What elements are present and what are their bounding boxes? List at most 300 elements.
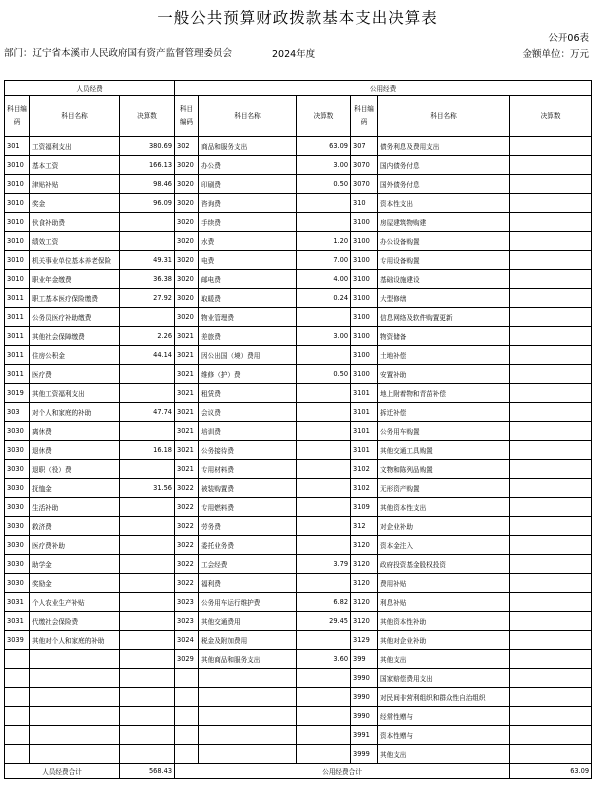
cell-amount <box>510 726 592 745</box>
table-row <box>5 707 592 726</box>
cell-name: 公务用车运行维护费 <box>199 593 297 612</box>
cell-name: 其他支出 <box>378 650 510 669</box>
table-row <box>5 536 592 555</box>
cell-name: 资本金注入 <box>378 536 510 555</box>
cell-name: 工资福利支出 <box>30 137 120 156</box>
cell-amount <box>510 213 592 232</box>
cell-name: 资本性赠与 <box>378 726 510 745</box>
cell-name: 国外债务付息 <box>378 175 510 194</box>
cell-code: 3070 <box>351 175 378 194</box>
cell-amount <box>120 232 175 251</box>
col-header-amount: 决算数 <box>510 96 592 137</box>
cell-name: 其他工资福利支出 <box>30 384 120 403</box>
cell-code <box>5 650 30 669</box>
cell-amount <box>120 460 175 479</box>
cell-code: 3031 <box>5 593 30 612</box>
cell-code: 3100 <box>351 213 378 232</box>
cell-code: 307 <box>351 137 378 156</box>
cell-amount <box>120 498 175 517</box>
cell-name: 国家赔偿费用支出 <box>378 669 510 688</box>
cell-code <box>5 745 30 764</box>
personnel-total-label: 人员经费合计 <box>5 764 120 779</box>
cell-name: 生活补助 <box>30 498 120 517</box>
cell-amount: 380.69 <box>120 137 175 156</box>
cell-name: 房屋建筑物购建 <box>378 213 510 232</box>
cell-code: 3011 <box>5 346 30 365</box>
cell-amount <box>510 308 592 327</box>
cell-name: 基础设施建设 <box>378 270 510 289</box>
cell-name: 助学金 <box>30 555 120 574</box>
cell-name: 抚恤金 <box>30 479 120 498</box>
cell-amount <box>510 536 592 555</box>
cell-name: 对民间非营利组织和群众性自治组织 <box>378 688 510 707</box>
cell-amount <box>510 365 592 384</box>
cell-code: 3021 <box>175 403 199 422</box>
cell-code: 3023 <box>175 612 199 631</box>
cell-name: 利息补贴 <box>378 593 510 612</box>
totals-row <box>5 764 592 779</box>
cell-name: 公务用车购置 <box>378 422 510 441</box>
cell-amount <box>510 232 592 251</box>
personnel-total-value: 568.43 <box>120 764 175 779</box>
table-row <box>5 688 592 707</box>
cell-code: 3109 <box>351 498 378 517</box>
cell-name: 安置补助 <box>378 365 510 384</box>
cell-amount: 16.18 <box>120 441 175 460</box>
fiscal-year: 2024年度 <box>272 49 316 60</box>
cell-amount <box>297 403 351 422</box>
cell-code: 3010 <box>5 156 30 175</box>
public-total-value: 63.09 <box>510 764 592 779</box>
cell-name: 水费 <box>199 232 297 251</box>
cell-name: 经常性赠与 <box>378 707 510 726</box>
cell-amount <box>510 650 592 669</box>
cell-code: 3101 <box>351 403 378 422</box>
table-row <box>5 441 592 460</box>
col-header-code: 科目编码 <box>5 96 30 137</box>
cell-amount <box>510 327 592 346</box>
cell-amount: 98.46 <box>120 175 175 194</box>
cell-amount <box>510 403 592 422</box>
report-title: 一般公共预算财政拨款基本支出决算表 <box>157 9 438 27</box>
cell-amount <box>297 726 351 745</box>
cell-amount: 3.79 <box>297 555 351 574</box>
table-row <box>5 460 592 479</box>
cell-amount <box>510 517 592 536</box>
cell-name <box>199 669 297 688</box>
cell-code: 3011 <box>5 289 30 308</box>
cell-amount <box>120 650 175 669</box>
cell-amount <box>297 346 351 365</box>
cell-name: 电费 <box>199 251 297 270</box>
cell-name <box>199 707 297 726</box>
col-header-amount: 决算数 <box>297 96 351 137</box>
cell-code: 3120 <box>351 536 378 555</box>
cell-amount <box>510 156 592 175</box>
cell-name: 委托业务费 <box>199 536 297 555</box>
cell-code: 3010 <box>5 175 30 194</box>
cell-code: 3991 <box>351 726 378 745</box>
cell-amount <box>297 479 351 498</box>
cell-amount <box>120 574 175 593</box>
cell-name: 基本工资 <box>30 156 120 175</box>
cell-code: 399 <box>351 650 378 669</box>
table-row <box>5 555 592 574</box>
cell-code: 3990 <box>351 707 378 726</box>
cell-name: 大型修缮 <box>378 289 510 308</box>
cell-amount: 2.26 <box>120 327 175 346</box>
table-row <box>5 631 592 650</box>
cell-name: 专用材料费 <box>199 460 297 479</box>
cell-name: 劳务费 <box>199 517 297 536</box>
cell-code: 3120 <box>351 574 378 593</box>
cell-code: 3020 <box>175 270 199 289</box>
cell-amount <box>510 270 592 289</box>
cell-amount <box>510 555 592 574</box>
cell-code: 3022 <box>175 536 199 555</box>
cell-code: 3021 <box>175 346 199 365</box>
cell-name: 其他资本性补助 <box>378 612 510 631</box>
cell-name <box>30 650 120 669</box>
cell-amount <box>297 308 351 327</box>
cell-code: 3100 <box>351 270 378 289</box>
cell-amount <box>510 194 592 213</box>
cell-amount <box>510 745 592 764</box>
cell-code: 3019 <box>5 384 30 403</box>
cell-name: 其他支出 <box>378 745 510 764</box>
cell-name: 租赁费 <box>199 384 297 403</box>
cell-name: 办公设备购置 <box>378 232 510 251</box>
cell-code: 3999 <box>351 745 378 764</box>
cell-amount: 96.09 <box>120 194 175 213</box>
group-header-personnel: 人员经费 <box>5 81 175 96</box>
cell-code: 3120 <box>351 555 378 574</box>
cell-code <box>175 707 199 726</box>
cell-amount: 0.24 <box>297 289 351 308</box>
cell-name: 绩效工资 <box>30 232 120 251</box>
cell-amount <box>120 422 175 441</box>
cell-code <box>175 745 199 764</box>
table-row <box>5 574 592 593</box>
cell-name: 无形资产购置 <box>378 479 510 498</box>
cell-code: 3030 <box>5 574 30 593</box>
cell-code: 3021 <box>175 441 199 460</box>
cell-name: 离休费 <box>30 422 120 441</box>
cell-code: 3120 <box>351 612 378 631</box>
cell-name: 退职（役）费 <box>30 460 120 479</box>
cell-code <box>175 669 199 688</box>
cell-name: 其他交通费用 <box>199 612 297 631</box>
table-row <box>5 270 592 289</box>
cell-code: 3990 <box>351 688 378 707</box>
table-row <box>5 593 592 612</box>
cell-name: 专用燃料费 <box>199 498 297 517</box>
table-row <box>5 175 592 194</box>
cell-amount <box>297 707 351 726</box>
cell-amount <box>510 289 592 308</box>
table-row <box>5 479 592 498</box>
cell-name: 退休费 <box>30 441 120 460</box>
cell-amount: 0.50 <box>297 175 351 194</box>
cell-code: 3020 <box>175 308 199 327</box>
cell-amount <box>120 213 175 232</box>
cell-name: 费用补贴 <box>378 574 510 593</box>
cell-code: 3129 <box>351 631 378 650</box>
cell-name: 其他对个人和家庭的补助 <box>30 631 120 650</box>
cell-amount <box>510 498 592 517</box>
cell-amount <box>297 574 351 593</box>
cell-code: 3011 <box>5 327 30 346</box>
cell-amount: 166.13 <box>120 156 175 175</box>
cell-name: 其他社会保障缴费 <box>30 327 120 346</box>
cell-amount: 1.20 <box>297 232 351 251</box>
cell-code: 3030 <box>5 555 30 574</box>
cell-name: 对个人和家庭的补助 <box>30 403 120 422</box>
table-row <box>5 745 592 764</box>
cell-name: 伙食补助费 <box>30 213 120 232</box>
cell-code: 3030 <box>5 460 30 479</box>
cell-code <box>5 726 30 745</box>
cell-amount <box>120 593 175 612</box>
cell-name: 对企业补助 <box>378 517 510 536</box>
cell-code <box>5 707 30 726</box>
cell-code: 3020 <box>175 289 199 308</box>
cell-name: 物业管理费 <box>199 308 297 327</box>
cell-code: 3021 <box>175 384 199 403</box>
cell-amount <box>120 536 175 555</box>
table-row <box>5 346 592 365</box>
cell-name <box>199 745 297 764</box>
cell-amount <box>120 669 175 688</box>
cell-name: 土地补偿 <box>378 346 510 365</box>
cell-code: 3101 <box>351 441 378 460</box>
cell-amount <box>120 745 175 764</box>
cell-amount <box>297 422 351 441</box>
cell-name: 医疗费补助 <box>30 536 120 555</box>
cell-amount: 4.00 <box>297 270 351 289</box>
cell-amount <box>510 137 592 156</box>
cell-name: 印刷费 <box>199 175 297 194</box>
cell-name: 代缴社会保险费 <box>30 612 120 631</box>
cell-amount <box>510 422 592 441</box>
cell-amount <box>297 688 351 707</box>
cell-amount <box>510 384 592 403</box>
cell-code: 3020 <box>175 156 199 175</box>
cell-amount <box>510 669 592 688</box>
cell-amount <box>510 346 592 365</box>
cell-name: 手续费 <box>199 213 297 232</box>
group-header-public: 公用经费 <box>175 81 592 96</box>
cell-code <box>175 688 199 707</box>
cell-name <box>30 669 120 688</box>
cell-amount <box>297 441 351 460</box>
cell-amount <box>120 555 175 574</box>
cell-name: 税金及附加费用 <box>199 631 297 650</box>
cell-name: 物资储备 <box>378 327 510 346</box>
cell-code: 312 <box>351 517 378 536</box>
cell-amount <box>120 384 175 403</box>
col-header-name: 科目名称 <box>378 96 510 137</box>
cell-code: 3010 <box>5 213 30 232</box>
cell-code: 3011 <box>5 308 30 327</box>
cell-amount <box>297 536 351 555</box>
cell-code: 3029 <box>175 650 199 669</box>
table-row <box>5 517 592 536</box>
cell-name: 住房公积金 <box>30 346 120 365</box>
cell-code: 3023 <box>175 593 199 612</box>
table-row <box>5 137 592 156</box>
department-label: 部门：辽宁省本溪市人民政府国有资产监督管理委员会 <box>4 48 233 59</box>
cell-name: 差旅费 <box>199 327 297 346</box>
cell-code: 3020 <box>175 194 199 213</box>
cell-code: 3030 <box>5 422 30 441</box>
col-header-code: 科目编码 <box>175 96 199 137</box>
table-row <box>5 403 592 422</box>
cell-amount <box>510 612 592 631</box>
cell-code: 3021 <box>175 460 199 479</box>
cell-code: 3031 <box>5 612 30 631</box>
cell-name: 公务接待费 <box>199 441 297 460</box>
cell-name: 咨询费 <box>199 194 297 213</box>
cell-name: 债务利息及费用支出 <box>378 137 510 156</box>
table-row <box>5 308 592 327</box>
cell-name: 邮电费 <box>199 270 297 289</box>
cell-amount: 27.92 <box>120 289 175 308</box>
cell-name: 其他交通工具购置 <box>378 441 510 460</box>
cell-amount: 3.60 <box>297 650 351 669</box>
cell-name: 福利费 <box>199 574 297 593</box>
cell-code: 3010 <box>5 232 30 251</box>
cell-amount <box>510 251 592 270</box>
cell-name: 取暖费 <box>199 289 297 308</box>
cell-name: 职工基本医疗保险缴费 <box>30 289 120 308</box>
cell-code <box>5 669 30 688</box>
table-row <box>5 327 592 346</box>
table-row <box>5 251 592 270</box>
cell-amount <box>120 517 175 536</box>
cell-amount: 49.31 <box>120 251 175 270</box>
cell-name: 商品和服务支出 <box>199 137 297 156</box>
cell-code: 3020 <box>175 232 199 251</box>
cell-name: 个人农业生产补贴 <box>30 593 120 612</box>
table-row <box>5 194 592 213</box>
cell-amount: 47.74 <box>120 403 175 422</box>
cell-amount <box>120 726 175 745</box>
cell-name: 地上附着物和青苗补偿 <box>378 384 510 403</box>
table-row <box>5 384 592 403</box>
cell-code: 3100 <box>351 289 378 308</box>
cell-name: 国内债务付息 <box>378 156 510 175</box>
amount-unit: 金额单位：万元 <box>522 49 589 60</box>
cell-amount: 6.82 <box>297 593 351 612</box>
cell-amount: 63.09 <box>297 137 351 156</box>
cell-name: 资本性支出 <box>378 194 510 213</box>
table-row <box>5 422 592 441</box>
cell-code: 3030 <box>5 517 30 536</box>
cell-code <box>175 726 199 745</box>
cell-amount <box>510 460 592 479</box>
cell-name <box>30 745 120 764</box>
cell-name: 办公费 <box>199 156 297 175</box>
cell-name: 因公出国（境）费用 <box>199 346 297 365</box>
table-row <box>5 726 592 745</box>
cell-code: 3070 <box>351 156 378 175</box>
cell-name: 其他对企业补助 <box>378 631 510 650</box>
cell-amount <box>120 631 175 650</box>
cell-amount <box>297 460 351 479</box>
cell-amount <box>510 441 592 460</box>
cell-code: 301 <box>5 137 30 156</box>
cell-amount <box>297 517 351 536</box>
cell-name <box>199 726 297 745</box>
cell-code: 3022 <box>175 555 199 574</box>
cell-amount <box>510 479 592 498</box>
cell-amount <box>297 384 351 403</box>
cell-code: 3102 <box>351 479 378 498</box>
cell-code: 3990 <box>351 669 378 688</box>
cell-name: 医疗费 <box>30 365 120 384</box>
cell-name: 津贴补贴 <box>30 175 120 194</box>
cell-amount: 44.14 <box>120 346 175 365</box>
cell-amount <box>120 688 175 707</box>
cell-code: 3030 <box>5 498 30 517</box>
cell-amount <box>120 612 175 631</box>
table-row <box>5 156 592 175</box>
table-row <box>5 669 592 688</box>
cell-amount <box>297 498 351 517</box>
cell-amount: 29.45 <box>297 612 351 631</box>
cell-code: 3022 <box>175 574 199 593</box>
cell-code: 303 <box>5 403 30 422</box>
cell-code: 3010 <box>5 251 30 270</box>
cell-amount <box>120 365 175 384</box>
cell-name <box>30 726 120 745</box>
table-row <box>5 213 592 232</box>
cell-name: 机关事业单位基本养老保险 <box>30 251 120 270</box>
expenditure-table <box>4 80 592 779</box>
cell-amount <box>297 669 351 688</box>
cell-code: 3030 <box>5 536 30 555</box>
cell-code: 3101 <box>351 384 378 403</box>
cell-amount: 36.38 <box>120 270 175 289</box>
cell-name: 工会经费 <box>199 555 297 574</box>
cell-name: 救济费 <box>30 517 120 536</box>
cell-code: 3100 <box>351 308 378 327</box>
cell-code: 3021 <box>175 365 199 384</box>
table-row <box>5 498 592 517</box>
cell-name: 专用设备购置 <box>378 251 510 270</box>
cell-code: 3100 <box>351 251 378 270</box>
cell-code: 3022 <box>175 479 199 498</box>
cell-name: 被装购置费 <box>199 479 297 498</box>
cell-amount <box>510 574 592 593</box>
cell-name: 培训费 <box>199 422 297 441</box>
cell-amount <box>297 631 351 650</box>
cell-code: 3100 <box>351 346 378 365</box>
cell-amount <box>510 593 592 612</box>
table-row <box>5 650 592 669</box>
cell-amount <box>510 175 592 194</box>
cell-code: 3010 <box>5 270 30 289</box>
cell-name: 其他资本性支出 <box>378 498 510 517</box>
cell-amount: 31.56 <box>120 479 175 498</box>
cell-code: 3030 <box>5 479 30 498</box>
cell-amount: 3.00 <box>297 327 351 346</box>
cell-code: 3100 <box>351 232 378 251</box>
col-header-name: 科目名称 <box>30 96 120 137</box>
cell-name: 其他商品和服务支出 <box>199 650 297 669</box>
cell-amount <box>120 308 175 327</box>
